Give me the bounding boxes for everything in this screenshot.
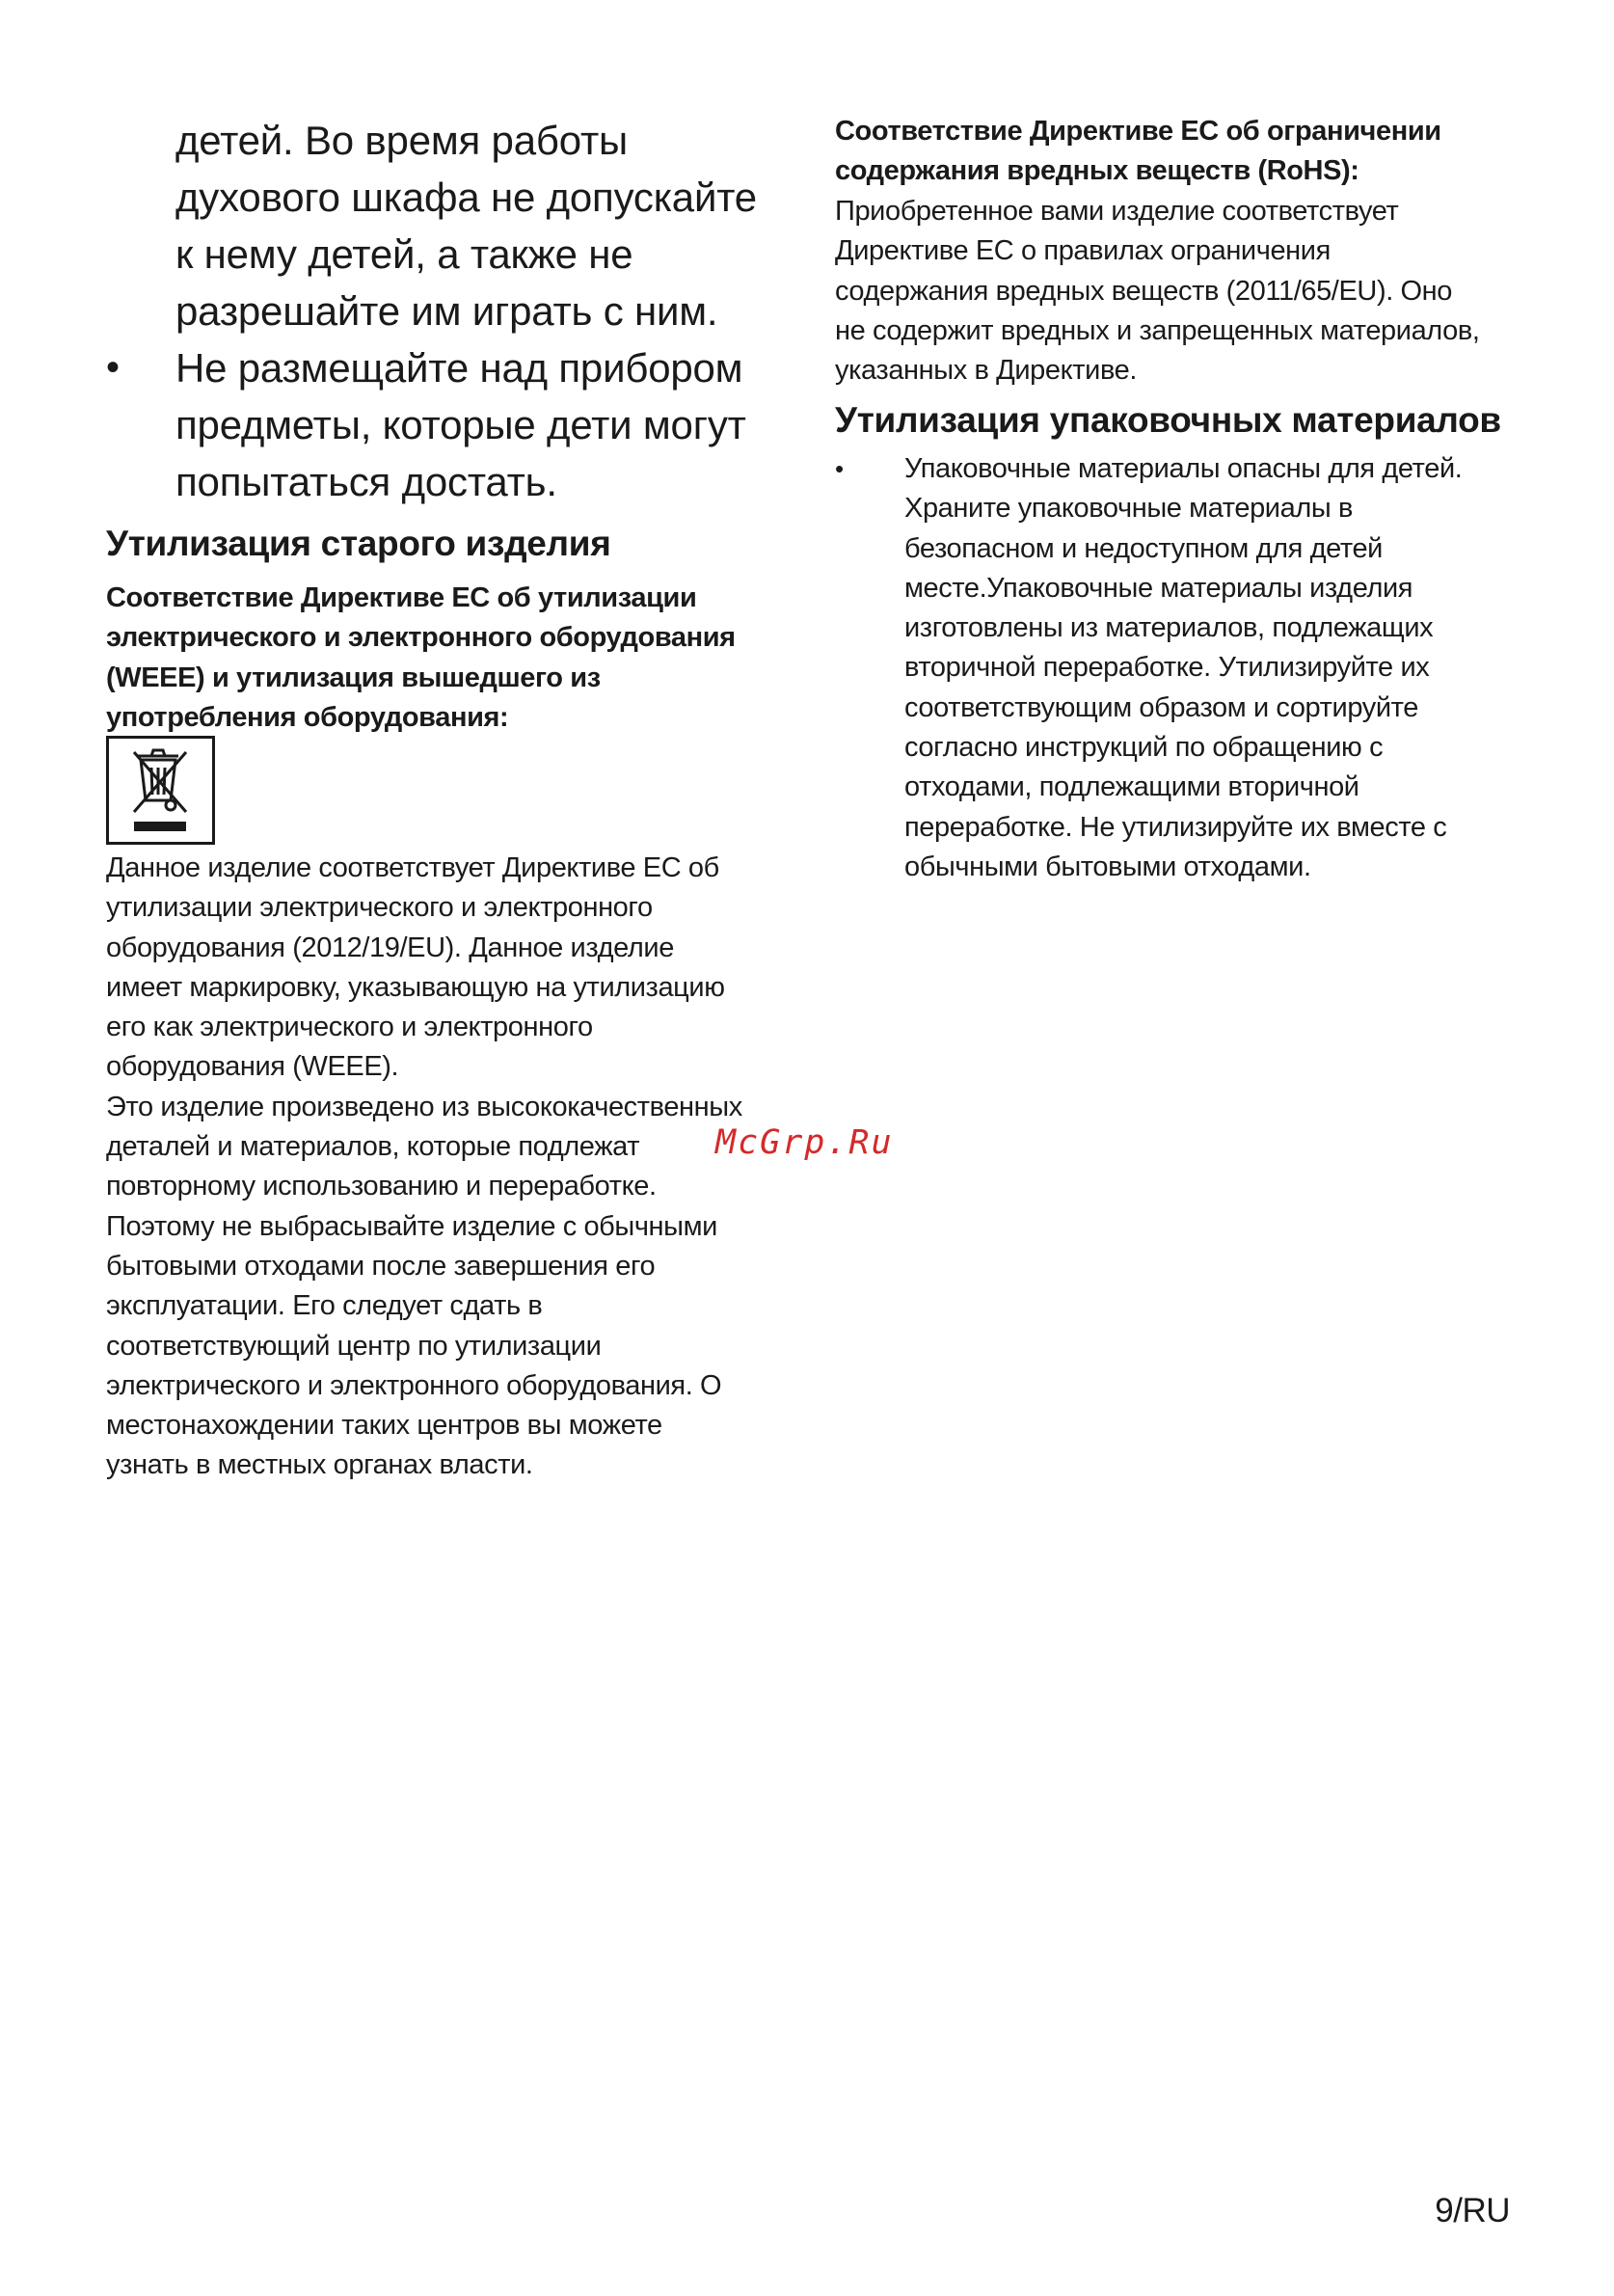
text-line: Соответствие Директиве ЕС об ограничении (835, 116, 1441, 147)
text-line: эксплуатации. Его следует сдать в (106, 1290, 543, 1322)
bullet-symbol: • (106, 346, 121, 389)
weee-paragraph (106, 849, 742, 1486)
text-line: электрического и электронного оборудования. О (106, 1369, 722, 1401)
watermark: McGrp.Ru (715, 1123, 894, 1162)
text-line: повторному использованию и переработке. (106, 1171, 657, 1202)
text-line: изготовлены из материалов, подлежащих (904, 612, 1434, 644)
text-line: не содержит вредных и запрещенных материалов, (835, 314, 1480, 346)
text-line: Храните упаковочные материалы в (904, 493, 1353, 525)
text-line: имеет маркировку, указывающую на утилизацию (106, 971, 725, 1003)
text-line: Не размещайте над прибором (175, 345, 743, 391)
bullet-item-text (175, 339, 746, 510)
text-line: его как электрического и электронного (106, 1012, 593, 1043)
text-line: узнать в местных органах власти. (106, 1449, 533, 1481)
weee-subheading (106, 579, 736, 738)
text-line: детей. Во время работы (175, 118, 628, 163)
text-line: вторичной переработке. Утилизируйте их (904, 652, 1430, 684)
packaging-bullet-text (904, 449, 1462, 887)
text-line: переработке. Не утилизируйте их вместе с (904, 811, 1447, 843)
text-line: содержания вредных веществ (RoHS): (835, 155, 1359, 187)
text-line: (WEEE) и утилизация вышедшего из (106, 662, 601, 693)
text-line: Директиве ЕС о правилах ограничения (835, 235, 1331, 267)
text-line: указанных в Директиве. (835, 355, 1138, 387)
text-line: оборудования (WEEE). (106, 1051, 399, 1083)
text-line: местонахождении таких центров вы можете (106, 1410, 662, 1442)
text-line: оборудования (2012/19/EU). Данное изделие (106, 932, 674, 963)
text-line: обычными бытовыми отходами. (904, 851, 1311, 882)
text-line: соответствующий центр по утилизации (106, 1330, 602, 1362)
text-line: предметы, которые дети могут (175, 402, 746, 447)
text-line: Это изделие произведено из высококачественных (106, 1091, 742, 1122)
text-line: соответствующим образом и сортируйте (904, 691, 1418, 723)
continued-warning-text (175, 112, 757, 339)
page-number: 9/RU (1435, 2192, 1510, 2229)
text-line: духового шкафа не допускайте (175, 175, 757, 220)
text-line: Приобретенное вами изделие соответствует (835, 196, 1399, 227)
rohs-subheading (835, 112, 1441, 192)
text-line: электрического и электронного оборудования (106, 622, 736, 654)
text-line: попытаться достать. (175, 459, 557, 504)
rohs-paragraph (835, 192, 1480, 391)
crossed-out-wheelie-bin-icon (106, 736, 215, 845)
text-line: отходами, подлежащими вторичной (904, 771, 1359, 803)
text-line: бытовыми отходами после завершения его (106, 1250, 656, 1282)
text-line: деталей и материалов, которые подлежат (106, 1131, 640, 1163)
text-line: Соответствие Директиве ЕС об утилизации (106, 582, 697, 613)
text-line: разрешайте им играть с ним. (175, 288, 718, 334)
text-line: Поэтому не выбрасывайте изделие с обычными (106, 1210, 717, 1242)
text-line: употребления оборудования: (106, 701, 509, 733)
text-line: утилизации электрического и электронного (106, 892, 653, 924)
text-line: Упаковочные материалы опасны для детей. (904, 453, 1463, 484)
text-line: к нему детей, а также не (175, 231, 633, 277)
disposal-heading: Утилизация старого изделия (106, 524, 611, 563)
text-line: Данное изделие соответствует Директиве ЕС об (106, 852, 719, 883)
bullet-symbol: • (835, 454, 845, 483)
text-line: безопасном и недоступном для детей (904, 532, 1383, 564)
text-line: месте.Упаковочные материалы изделия (904, 572, 1413, 604)
text-line: согласно инструкций по обращению с (904, 732, 1384, 764)
text-line: содержания вредных веществ (2011/65/EU). Оно (835, 275, 1453, 307)
packaging-heading: Утилизация упаковочных материалов (835, 400, 1501, 440)
